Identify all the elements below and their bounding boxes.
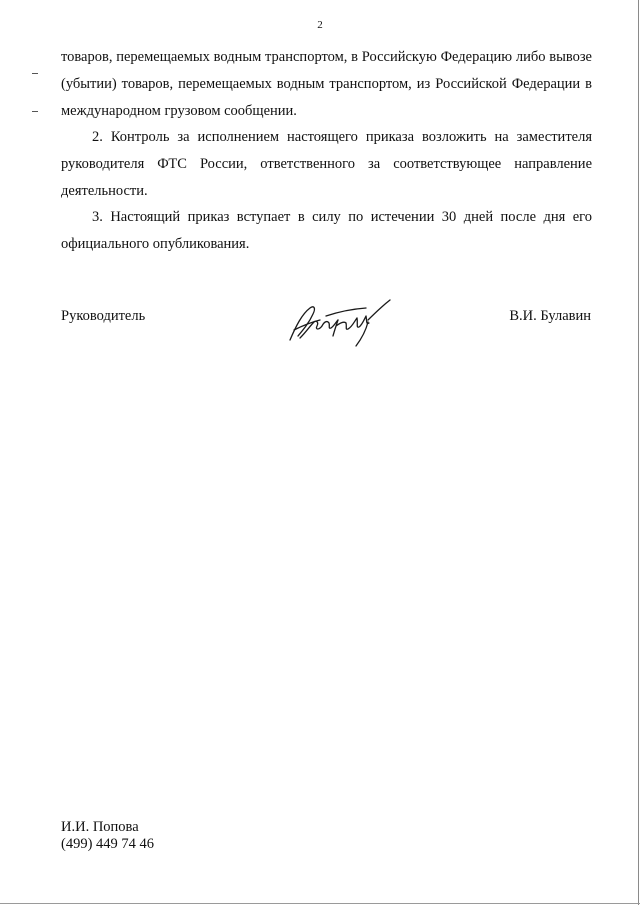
page-edge-right bbox=[638, 0, 639, 905]
executor-phone: (499) 449 74 46 bbox=[61, 836, 155, 852]
margin-mark bbox=[32, 73, 38, 74]
executor-name: И.И. Попова bbox=[61, 819, 139, 835]
executor-contact bbox=[61, 819, 154, 853]
signatory-name: В.И. Булавин bbox=[509, 308, 591, 324]
signatory-title: Руководитель bbox=[61, 308, 146, 324]
paragraph-continuation: товаров, перемещаемых водным транспортом, в Российскую Федерацию либо вывозе (убытии) товаров, перемещаемых водным транспортом, из Российской Федерации в международном грузовом сообщении. bbox=[61, 49, 592, 119]
margin-mark bbox=[32, 111, 38, 112]
handwritten-signature bbox=[286, 296, 394, 348]
page-number: 2 bbox=[317, 19, 323, 31]
paragraph-item-3: 3. Настоящий приказ вступает в силу по истечении 30 дней после дня его официального опубликования. bbox=[61, 209, 592, 252]
paragraph-item-2: 2. Контроль за исполнением настоящего приказа возложить на заместителя руководителя ФТС России, ответственного за соответствующее направление деятельности. bbox=[61, 129, 592, 199]
page-edge-bottom bbox=[0, 903, 640, 904]
